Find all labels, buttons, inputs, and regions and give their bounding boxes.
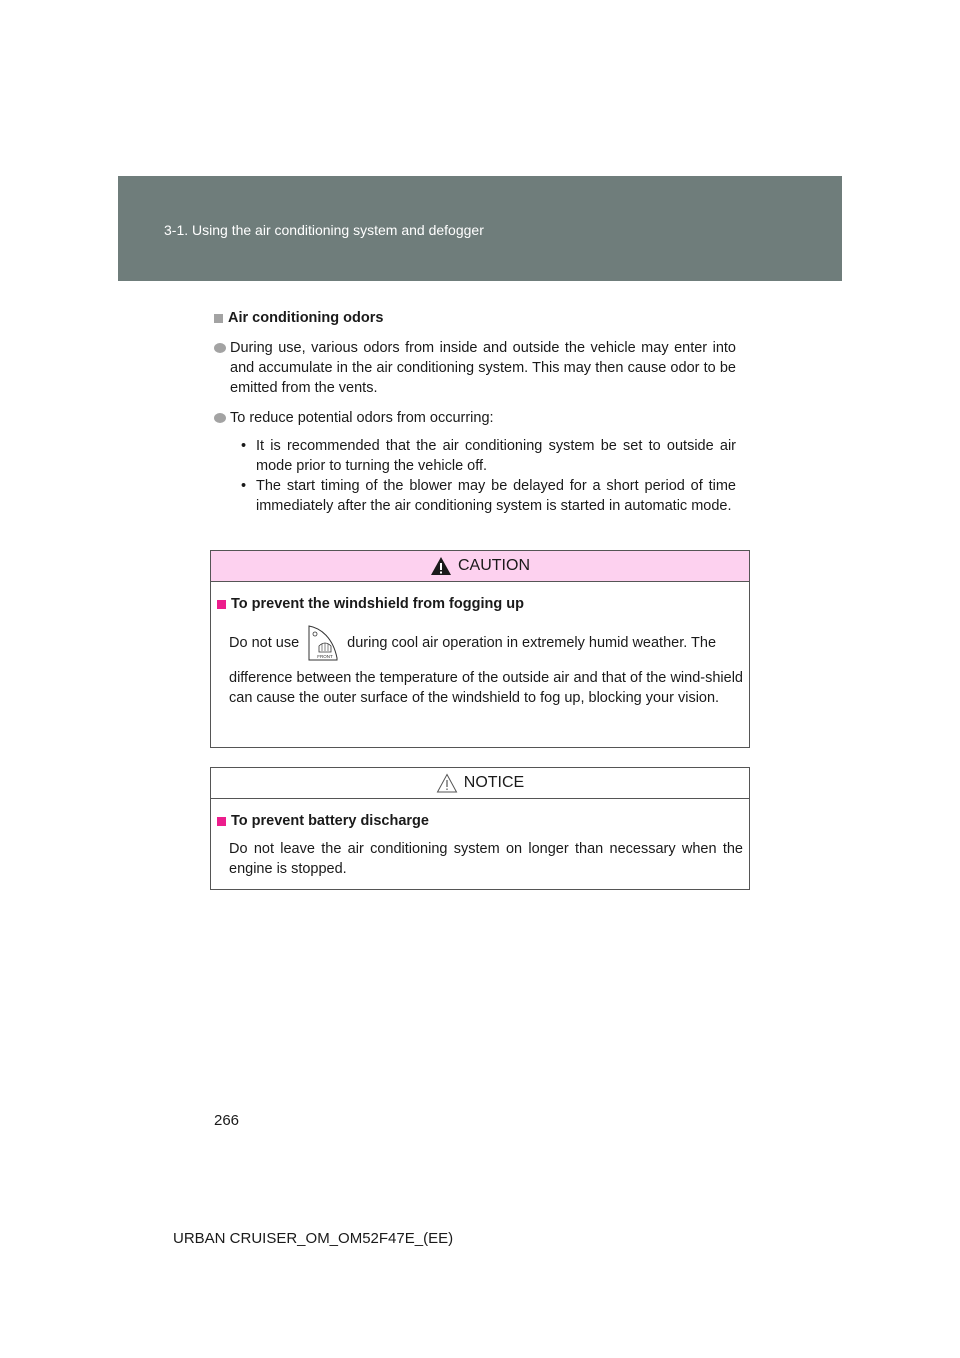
- odors-title: Air conditioning odors: [228, 310, 384, 326]
- caution-body: [211, 582, 749, 708]
- sub-text: The start timing of the blower may be delayed for a short period of time immediately after the air conditioning system is started in automatic mode.: [256, 478, 736, 514]
- notice-text: Do not leave the air conditioning system on longer than necessary when the engine is stopped.: [229, 841, 743, 877]
- circle-bullet-icon: [214, 413, 226, 423]
- odors-section: [214, 308, 736, 516]
- footer-code: URBAN CRUISER_OM_OM52F47E_(EE): [173, 1230, 454, 1247]
- dot-bullet-icon: •: [241, 478, 247, 494]
- caution-header: [211, 551, 749, 582]
- square-bullet-icon: [214, 314, 223, 323]
- circle-bullet-icon: [214, 343, 226, 353]
- list-item: [214, 338, 736, 398]
- warning-outline-icon: [436, 773, 458, 793]
- notice-label: NOTICE: [463, 774, 525, 791]
- caution-text: difference between the temperature of the outside air and that of the wind-shield can cause the outer surface of the windshield to fog up, blocking your vision.: [229, 670, 743, 706]
- caution-inline-row: [217, 624, 743, 662]
- svg-text:FRONT: FRONT: [317, 654, 333, 659]
- dot-bullet-icon: •: [241, 438, 247, 454]
- caution-text-before: Do not use: [229, 635, 300, 651]
- caution-text-after: during cool air operation in extremely humid weather. The: [347, 635, 717, 651]
- notice-box: [210, 767, 750, 890]
- list-item: [214, 408, 736, 428]
- square-bullet-icon: [217, 600, 226, 609]
- bullet-text: During use, various odors from inside and outside the vehicle may enter into and accumulate in the air conditioning system. This may then cause odor to be emitted from the vents.: [230, 340, 736, 396]
- caution-title-text: To prevent the windshield from fogging up: [231, 596, 524, 612]
- section-header: [118, 176, 842, 281]
- sub-item: [241, 436, 736, 476]
- notice-title-text: To prevent battery discharge: [231, 813, 429, 829]
- section-title: 3-1. Using the air conditioning system and defogger: [164, 222, 484, 238]
- caution-label: CAUTION: [458, 557, 530, 574]
- notice-body: [211, 799, 749, 879]
- notice-header: [211, 768, 749, 799]
- sub-text: It is recommended that the air conditioning system be set to outside air mode prior to turning the vehicle off.: [256, 438, 736, 474]
- notice-title: [217, 811, 743, 831]
- caution-title: [217, 594, 743, 614]
- front-defogger-button-icon: [307, 624, 339, 662]
- odors-heading: [214, 308, 736, 328]
- page-number: 266: [214, 1112, 240, 1129]
- sub-list: [241, 436, 736, 516]
- bullet-text: To reduce potential odors from occurring:: [230, 410, 494, 426]
- square-bullet-icon: [217, 817, 226, 826]
- sub-item: [241, 476, 736, 516]
- warning-filled-icon: [430, 556, 452, 576]
- caution-box: [210, 550, 750, 748]
